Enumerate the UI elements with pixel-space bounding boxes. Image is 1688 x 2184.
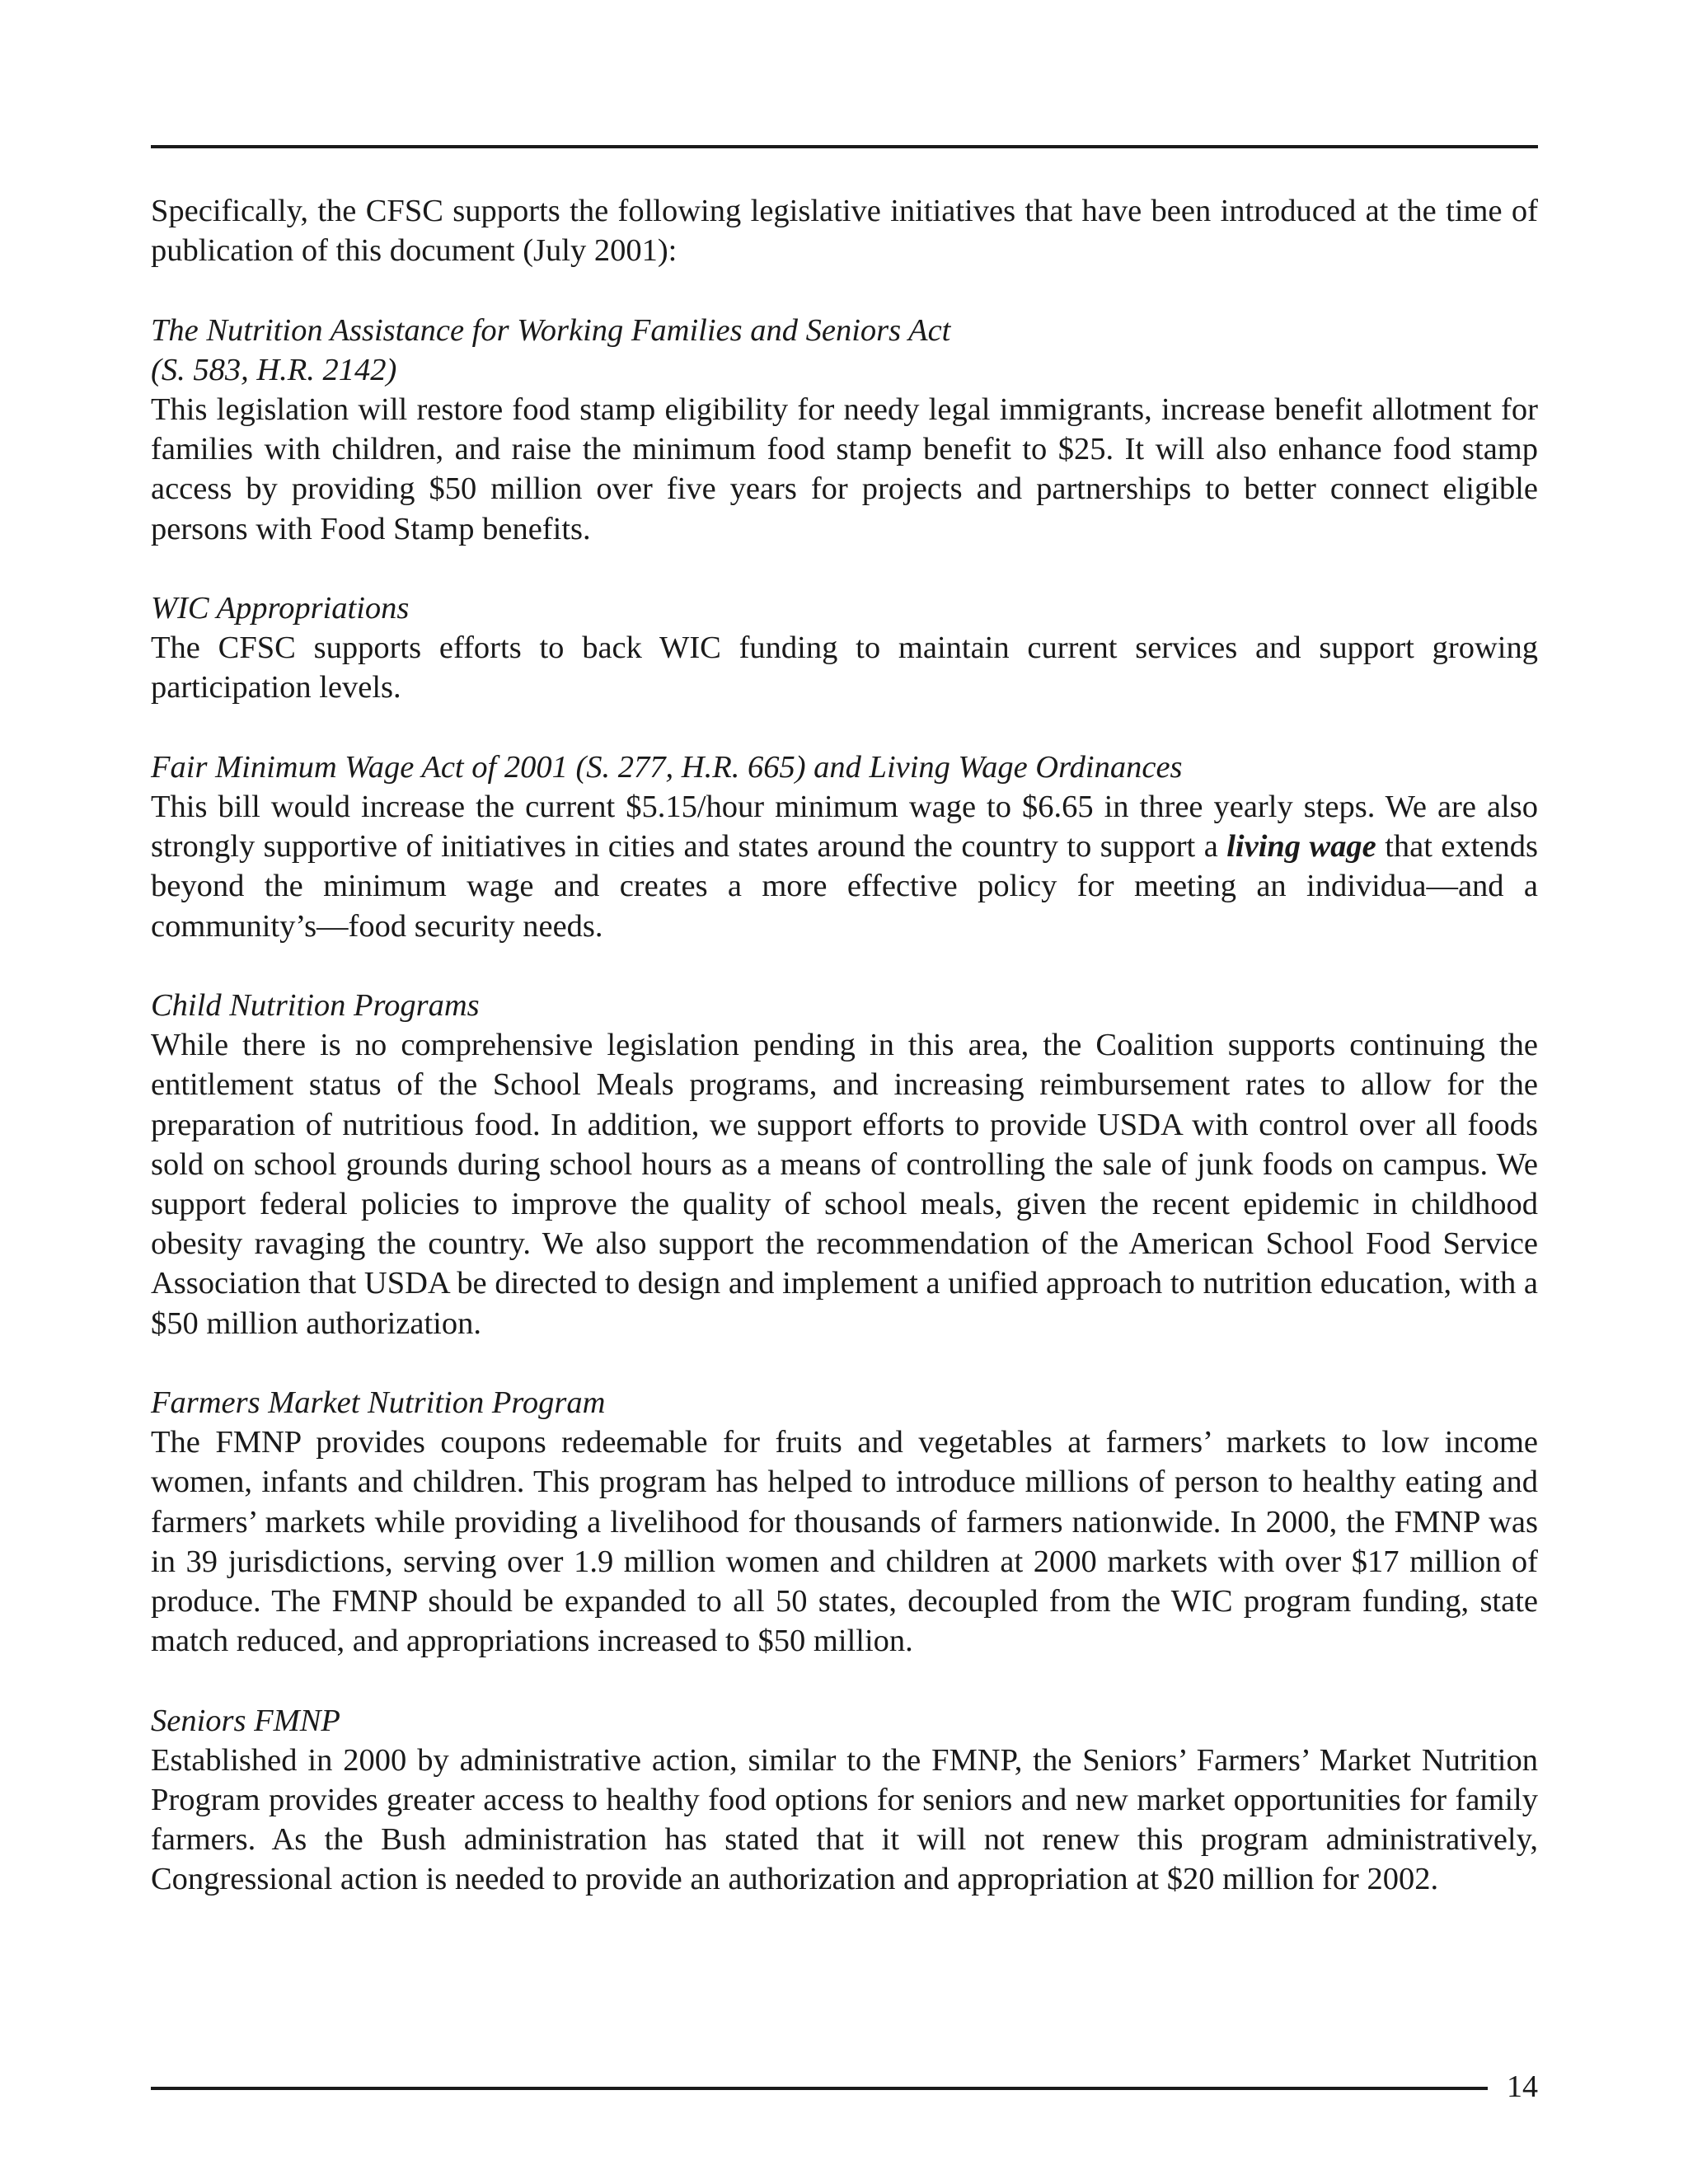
section-body: The FMNP provides coupons redeemable for fruits and vegetables at farmers’ markets to low income women, infants and children. This program has helped to introduce millions of person to healthy eating and farmers’ markets while providing a livelihood for thousands of farmers nationwide. In 2000, the FMNP was in 39 jurisdictions, serving over 1.9 million women and children at 2000 markets with over $17 million of produce. The FMNP should be expanded to all 50 states, decoupled from the WIC program funding, state match reduced, and appropriations increased to $50 million. — [151, 1425, 1538, 1659]
section-body — [151, 787, 1538, 946]
section-heading: Seniors FMNP — [151, 1703, 340, 1738]
section-wic-appropriations — [151, 588, 1538, 708]
section-heading: Fair Minimum Wage Act of 2001 (S. 277, H.R. 665) and Living Wage Ordinances — [151, 749, 1183, 785]
body-text-after: that extends beyond the minimum wage and creates a more effective policy for meeting an individua—and a community’s—food security needs. — [151, 829, 1539, 944]
section-heading-bill-numbers: (S. 583, H.R. 2142) — [151, 352, 397, 387]
section-farmers-market-nutrition — [151, 1383, 1538, 1661]
section-nutrition-assistance-act — [151, 311, 1538, 549]
body-text-before: This bill would increase the current $5.15/hour minimum wage to $6.65 in three yearly steps. We are also strongly supportive of initiatives in cities and states around the country to support a — [151, 790, 1538, 865]
section-heading: The Nutrition Assistance for Working Families and Seniors Act — [151, 312, 951, 348]
section-fair-minimum-wage — [151, 748, 1538, 946]
intro-paragraph: Specifically, the CFSC supports the following legislative initiatives that have been introduced at the time of publication of this document (July 2001): — [151, 194, 1538, 269]
bottom-rule — [151, 2087, 1488, 2090]
section-body: The CFSC supports efforts to back WIC funding to maintain current services and support growing participation levels. — [151, 630, 1538, 705]
section-heading: Child Nutrition Programs — [151, 988, 480, 1023]
living-wage-emphasis: living wage — [1226, 829, 1376, 865]
section-heading: Farmers Market Nutrition Program — [151, 1385, 606, 1421]
page-content — [151, 191, 1538, 1900]
top-rule — [151, 145, 1538, 148]
section-seniors-fmnp — [151, 1701, 1538, 1900]
page-number: 14 — [1507, 2069, 1538, 2104]
section-child-nutrition — [151, 986, 1538, 1343]
section-body: Established in 2000 by administrative action, similar to the FMNP, the Seniors’ Farmers’ Market Nutrition Program provides greater access to healthy food options for seniors and new market opportunities for family farmers. As the Bush administration has stated that it will not renew this program administratively, Congressional action is needed to provide an authorization and appropriation at $20 million for 2002. — [151, 1742, 1538, 1897]
section-body: While there is no comprehensive legislation pending in this area, the Coalition supports continuing the entitlement status of the School Meals programs, and increasing reimbursement rates to allow for the preparation of nutritious food. In addition, we support efforts to provide USDA with control over all foods sold on school grounds during school hours as a means of controlling the sale of junk foods on campus. We support federal policies to improve the quality of school meals, given the recent epidemic in childhood obesity ravaging the country. We also support the recommendation of the American School Food Service Association that USDA be directed to design and implement a unified approach to nutrition education, with a $50 million authorization. — [151, 1028, 1538, 1341]
section-body: This legislation will restore food stamp eligibility for needy legal immigrants, increase benefit allotment for families with children, and raise the minimum food stamp benefit to $25. It will also enhance food stamp access by providing $50 million over five years for projects and partnerships to better connect eligible persons with Food Stamp benefits. — [151, 392, 1538, 546]
section-heading: WIC Appropriations — [151, 591, 410, 626]
